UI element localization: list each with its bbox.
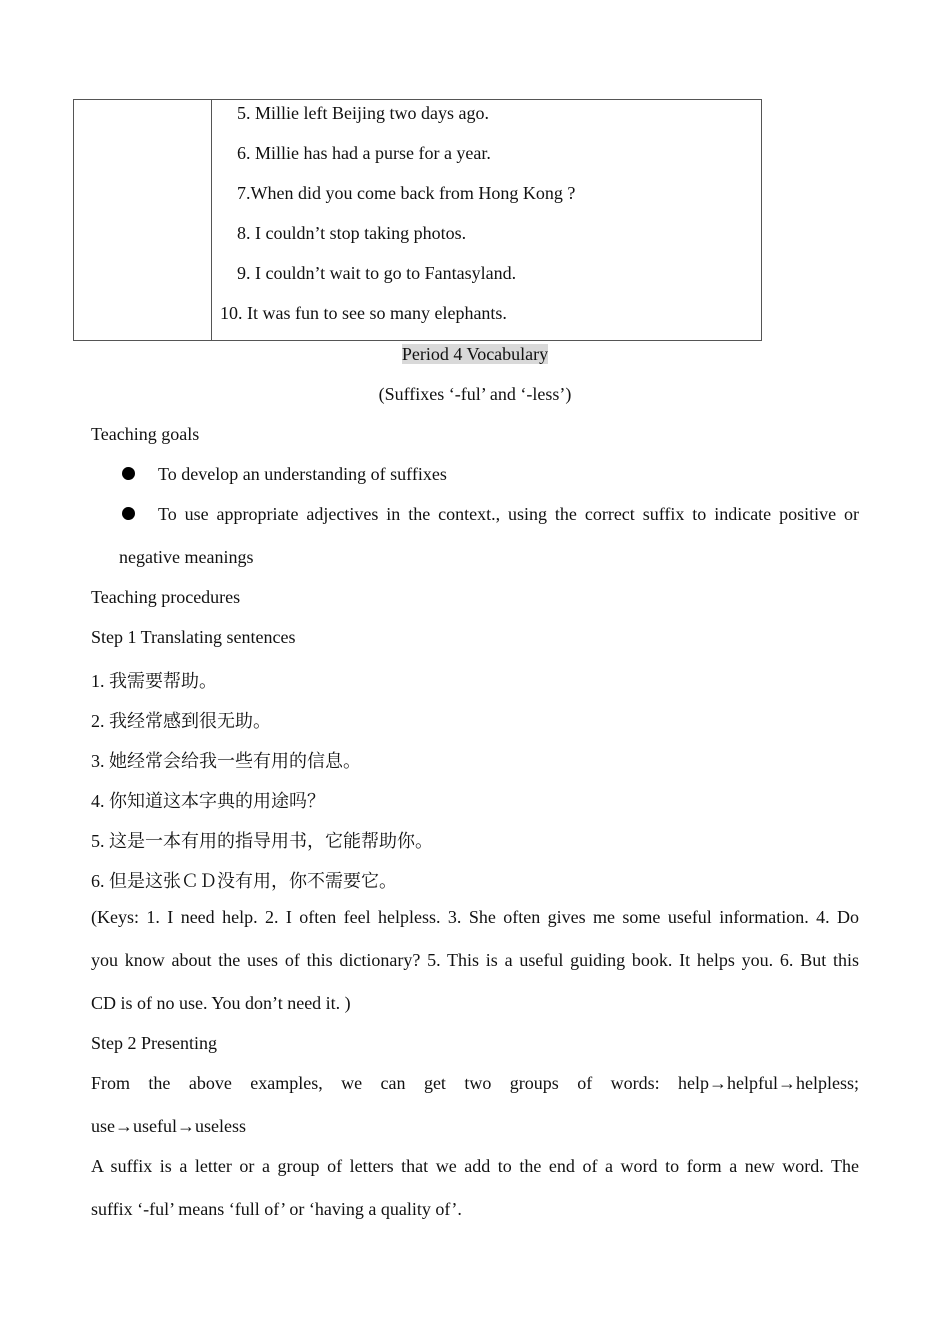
table-row: 9. I couldn’t wait to go to Fantasyland. — [237, 263, 517, 283]
presenting-text: use→useful→useless — [91, 1116, 246, 1136]
chinese-sentence: 2. 我经常感到很无助。 — [91, 711, 271, 731]
chinese-sentence: 5. 这是一本有用的指导用书，它能帮助你。 — [91, 831, 433, 851]
goal-item-continued: negative meanings — [119, 547, 254, 567]
sentence-table — [73, 99, 762, 341]
chinese-sentence: 3. 她经常会给我一些有用的信息。 — [91, 751, 361, 771]
chinese-sentence: 6. 但是这张ＣＤ没有用，你不需要它。 — [91, 871, 397, 891]
procedures-heading: Teaching procedures — [91, 587, 241, 607]
chinese-sentence: 1. 我需要帮助。 — [91, 671, 217, 691]
table-row: 7.When did you come back from Hong Kong ? — [237, 183, 576, 203]
bullet-icon — [122, 507, 135, 520]
chinese-sentence: 4. 你知道这本字典的用途吗？ — [91, 791, 325, 811]
table-row: 10. It was fun to see so many elephants. — [220, 303, 507, 323]
step2-heading: Step 2 Presenting — [91, 1033, 217, 1053]
goal-item: To use appropriate adjectives in the context., using the correct suffix to indicate positive or — [158, 504, 859, 524]
page-title: Period 4 Vocabulary — [401, 344, 549, 364]
presenting-text: From the above examples, we can get two groups of words: help→helpful→helpless; — [91, 1073, 859, 1093]
answer-keys: you know about the uses of this dictionary? 5. This is a useful guiding book. It helps you. 6. But this — [91, 950, 859, 970]
table-row: 5. Millie left Beijing two days ago. — [237, 103, 489, 123]
table-column-divider — [211, 100, 212, 340]
table-row: 8. I couldn’t stop taking photos. — [237, 223, 467, 243]
suffix-definition: A suffix is a letter or a group of letters that we add to the end of a word to form a new word. The — [91, 1156, 859, 1176]
step1-heading: Step 1 Translating sentences — [91, 627, 296, 647]
goal-item: To develop an understanding of suffixes — [158, 464, 447, 484]
answer-keys: (Keys: 1. I need help. 2. I often feel helpless. 3. She often gives me some useful information. 4. Do — [91, 907, 859, 927]
suffix-definition: suffix ‘-ful’ means ‘full of’ or ‘having a quality of’. — [91, 1199, 462, 1219]
answer-keys: CD is of no use. You don’t need it. ) — [91, 993, 351, 1013]
table-row: 6. Millie has had a purse for a year. — [237, 143, 491, 163]
goals-heading: Teaching goals — [91, 424, 200, 444]
page-subtitle: (Suffixes ‘-ful’ and ‘-less’) — [378, 384, 572, 404]
bullet-icon — [122, 467, 135, 480]
